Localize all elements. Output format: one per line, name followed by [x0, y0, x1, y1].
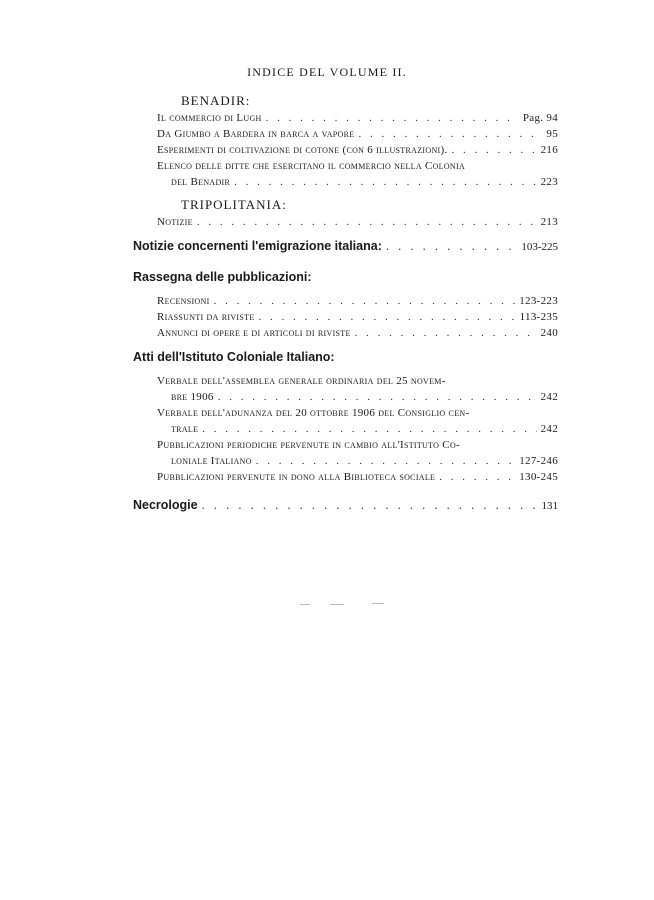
dot-leader	[218, 389, 537, 405]
toc-entry	[157, 214, 558, 230]
entry-page: 103-225	[521, 241, 558, 253]
entry-page: 113-235	[519, 311, 558, 323]
table-of-contents	[133, 92, 558, 516]
section-emigrazione	[133, 236, 558, 257]
entry-title: Verbale dell'adunanza del 20 ottobre 1906 del Consiglio cen-	[157, 407, 470, 419]
entry-title: Il commercio di Lugh	[157, 112, 262, 124]
entry-title: Notizie	[157, 216, 193, 228]
entry-title-continued: del Benadir	[171, 176, 231, 188]
section-atti	[133, 347, 558, 367]
toc-entry	[157, 110, 558, 126]
entry-page: 95	[546, 128, 558, 140]
toc-entry	[157, 325, 558, 341]
page-title: INDICE DEL VOLUME II.	[247, 65, 407, 79]
dot-leader	[234, 174, 536, 190]
tripolitania-heading: TRIPOLITANIA:	[181, 197, 287, 212]
section-heading: Rassegna delle pubblicazioni:	[133, 270, 312, 284]
toc-entry	[157, 437, 558, 469]
section-heading: Atti dell'Istituto Coloniale Italiano:	[133, 350, 335, 364]
section-heading: Necrologie	[133, 498, 198, 512]
entry-page: 130-245	[519, 471, 558, 483]
dot-leader	[439, 469, 515, 485]
entry-title: Elenco delle ditte che esercitano il commercio nella Colonia	[157, 160, 466, 172]
section-heading: Notizie concernenti l'emigrazione italiana:	[133, 239, 382, 253]
entry-title: Esperimenti di coltivazione di cotone (con 6 illustrazioni).	[157, 144, 448, 156]
entry-title-continued: bre 1906	[171, 391, 214, 403]
entry-title: Da Giumbo a Bardera in barca a vapore	[157, 128, 355, 140]
entry-page: 123-223	[519, 295, 558, 307]
dot-leader	[386, 236, 517, 256]
entry-title: Pubblicazioni periodiche pervenute in cambio all'Istituto Co-	[157, 439, 460, 451]
dot-leader	[197, 214, 537, 230]
dot-leader	[214, 293, 516, 309]
dot-leader	[202, 421, 536, 437]
dot-leader	[355, 325, 537, 341]
entry-title: Verbale dell'assemblea generale ordinaria del 25 novem-	[157, 375, 446, 387]
entry-page: 242	[540, 423, 558, 435]
entry-title: Annunci di opere e di articoli di riviste	[157, 327, 351, 339]
entry-title: Pubblicazioni pervenute in dono alla Biblioteca sociale	[157, 471, 436, 483]
entry-page: 127-246	[519, 455, 558, 467]
print-smudge	[300, 604, 310, 605]
print-smudge	[372, 603, 384, 604]
entry-page: 223	[540, 176, 558, 188]
dot-leader	[452, 142, 537, 158]
entry-title: Recensioni	[157, 295, 210, 307]
print-smudge	[330, 604, 344, 605]
toc-entry	[157, 126, 558, 142]
benadir-heading: BENADIR:	[181, 93, 251, 108]
entry-page: Pag. 94	[522, 112, 558, 124]
entry-page: 216	[540, 144, 558, 156]
section-necrologie	[133, 495, 558, 516]
entry-page: 242	[540, 391, 558, 403]
dot-leader	[358, 126, 542, 142]
dot-leader	[266, 110, 519, 126]
entry-page: 213	[540, 216, 558, 228]
toc-entry	[157, 158, 558, 190]
toc-entry	[157, 309, 558, 325]
entry-page: 131	[541, 500, 558, 512]
dot-leader	[259, 309, 516, 325]
section-rassegna	[133, 267, 558, 287]
toc-entry	[157, 469, 558, 485]
dot-leader	[256, 453, 515, 469]
toc-entry	[157, 293, 558, 309]
toc-entry	[157, 373, 558, 405]
dot-leader	[202, 495, 538, 515]
toc-entry	[157, 405, 558, 437]
entry-title-continued: trale	[171, 423, 199, 435]
toc-entry	[157, 142, 558, 158]
entry-title: Riassunti da riviste	[157, 311, 255, 323]
entry-title-continued: loniale Italiano	[171, 455, 252, 467]
entry-page: 240	[540, 327, 558, 339]
